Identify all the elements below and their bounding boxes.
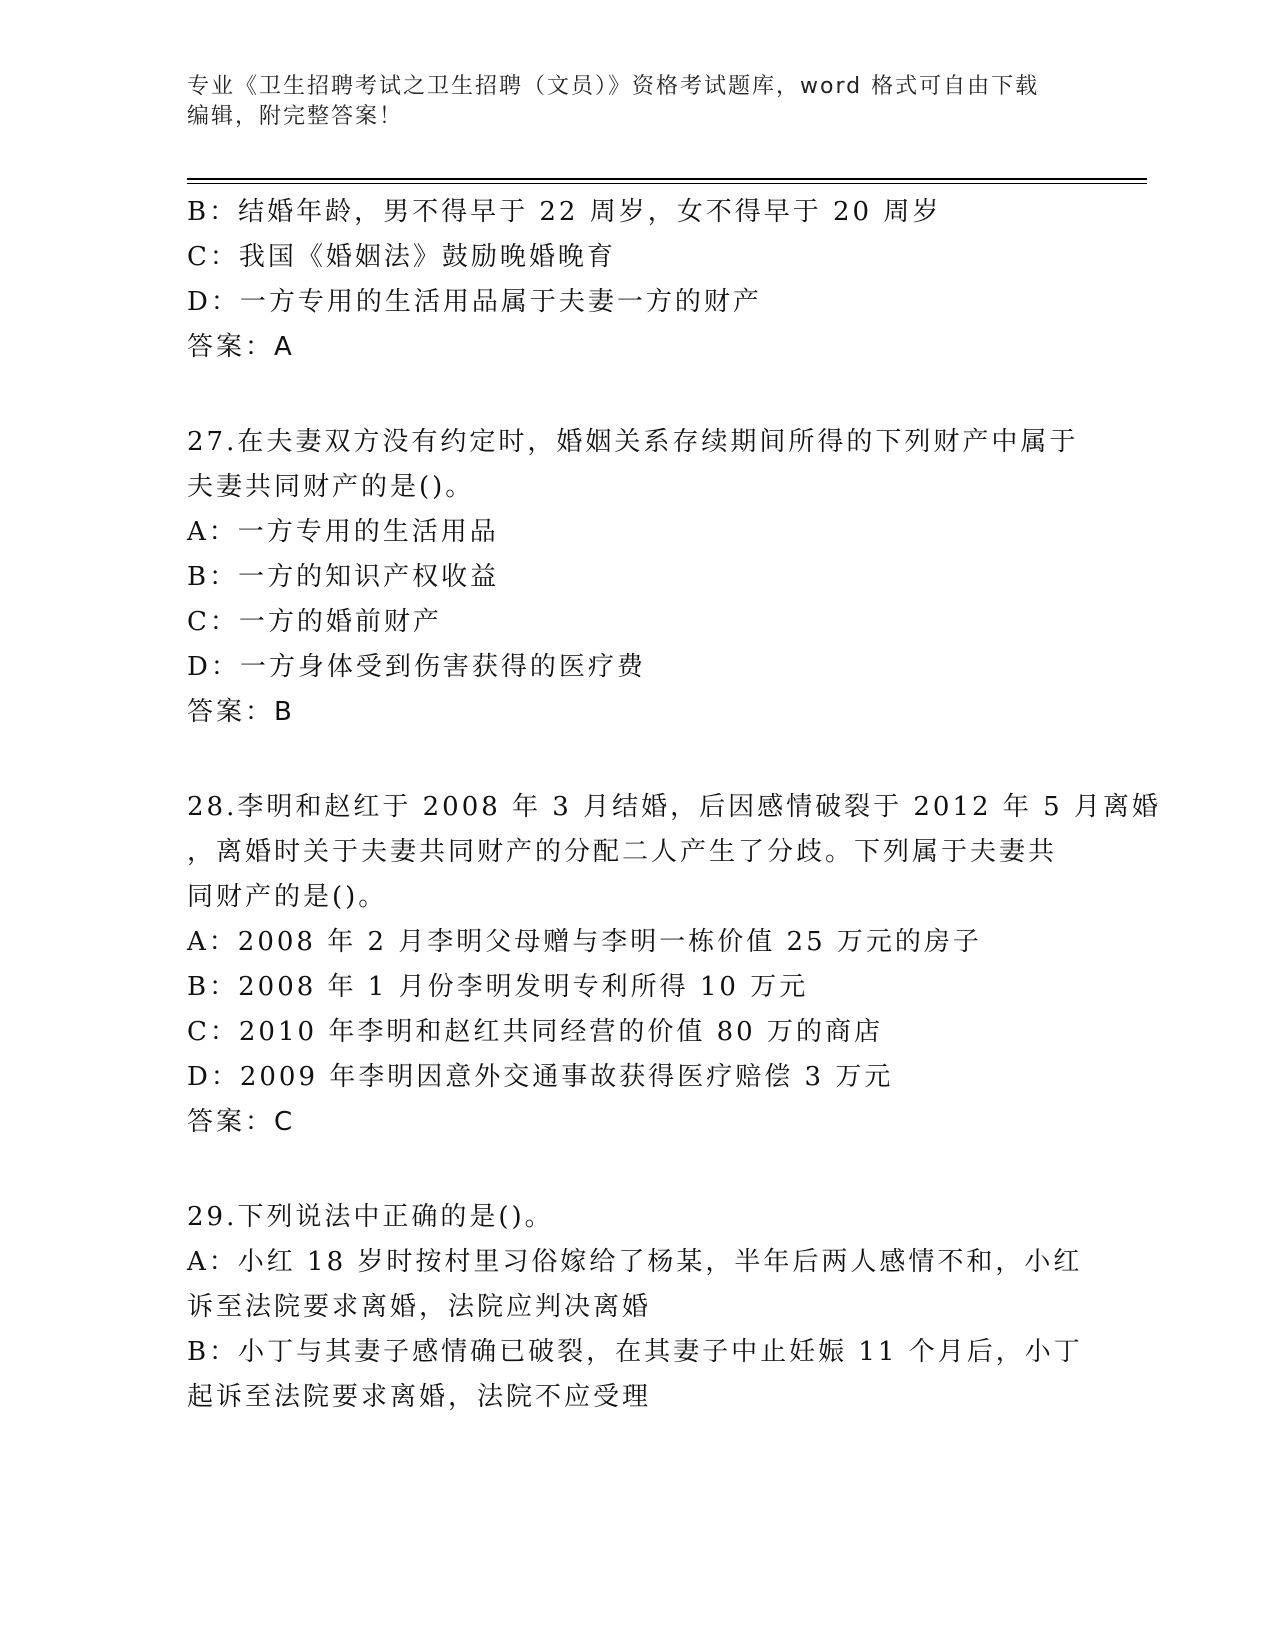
question-stem: 29.下列说法中正确的是()。 [187,1202,554,1232]
question-stem: 28.李明和赵红于 2008 年 3 月结婚，后因感情破裂于 2012 年 5 月离婚 [187,792,1161,822]
option-b: B：一方的知识产权收益 [187,562,500,592]
document-body [187,190,1161,1420]
option-c: C：我国《婚姻法》鼓励晚婚晚育 [187,242,616,272]
question-28 [187,785,1161,1145]
answer: 答案：B [187,697,295,727]
question-stem-cont: 同财产的是()。 [187,882,388,912]
question-29 [187,1195,1083,1420]
spacer [187,735,1067,785]
page-header [187,72,1067,132]
header-line-2: 编辑，附完整答案！ [187,104,404,129]
option-d: D：2009 年李明因意外交通事故获得医疗赔偿 3 万元 [187,1062,894,1092]
question-27 [187,420,1079,735]
question-stem-cont: ，离婚时关于夫妻共同财产的分配二人产生了分歧。下列属于夫妻共 [187,837,1058,867]
option-a: A：一方专用的生活用品 [187,517,499,547]
option-c: C：2010 年李明和赵红共同经营的价值 80 万的商店 [187,1017,883,1047]
option-a: A：小红 18 岁时按村里习俗嫁给了杨某，半年后两人感情不和，小红 [187,1247,1083,1277]
answer: 答案：C [187,1107,296,1137]
header-rule-thick [187,178,1147,180]
answer: 答案：A [187,332,295,362]
option-b: B：2008 年 1 月份李明发明专利所得 10 万元 [187,972,809,1002]
header-line-1: 专业《卫生招聘考试之卫生招聘（文员）》资格考试题库，word 格式可自由下载 [187,74,1040,99]
option-b-cont: 起诉至法院要求离婚，法院不应受理 [187,1382,652,1412]
option-a-cont: 诉至法院要求离婚，法院应判决离婚 [187,1292,652,1322]
option-b: B：结婚年龄，男不得早于 22 周岁，女不得早于 20 周岁 [187,197,942,227]
spacer [187,370,1067,420]
question-26-tail [187,190,1067,370]
spacer [187,1145,1067,1195]
option-b: B：小丁与其妻子感情确已破裂，在其妻子中止妊娠 11 个月后，小丁 [187,1337,1083,1367]
header-rule-thin [187,183,1147,184]
option-a: A：2008 年 2 月李明父母赠与李明一栋价值 25 万元的房子 [187,927,982,957]
question-stem-cont: 夫妻共同财产的是()。 [187,472,475,502]
option-d: D：一方专用的生活用品属于夫妻一方的财产 [187,287,762,317]
option-c: C：一方的婚前财产 [187,607,442,637]
option-d: D：一方身体受到伤害获得的医疗费 [187,652,646,682]
question-stem: 27.在夫妻双方没有约定时，婚姻关系存续期间所得的下列财产中属于 [187,427,1079,457]
